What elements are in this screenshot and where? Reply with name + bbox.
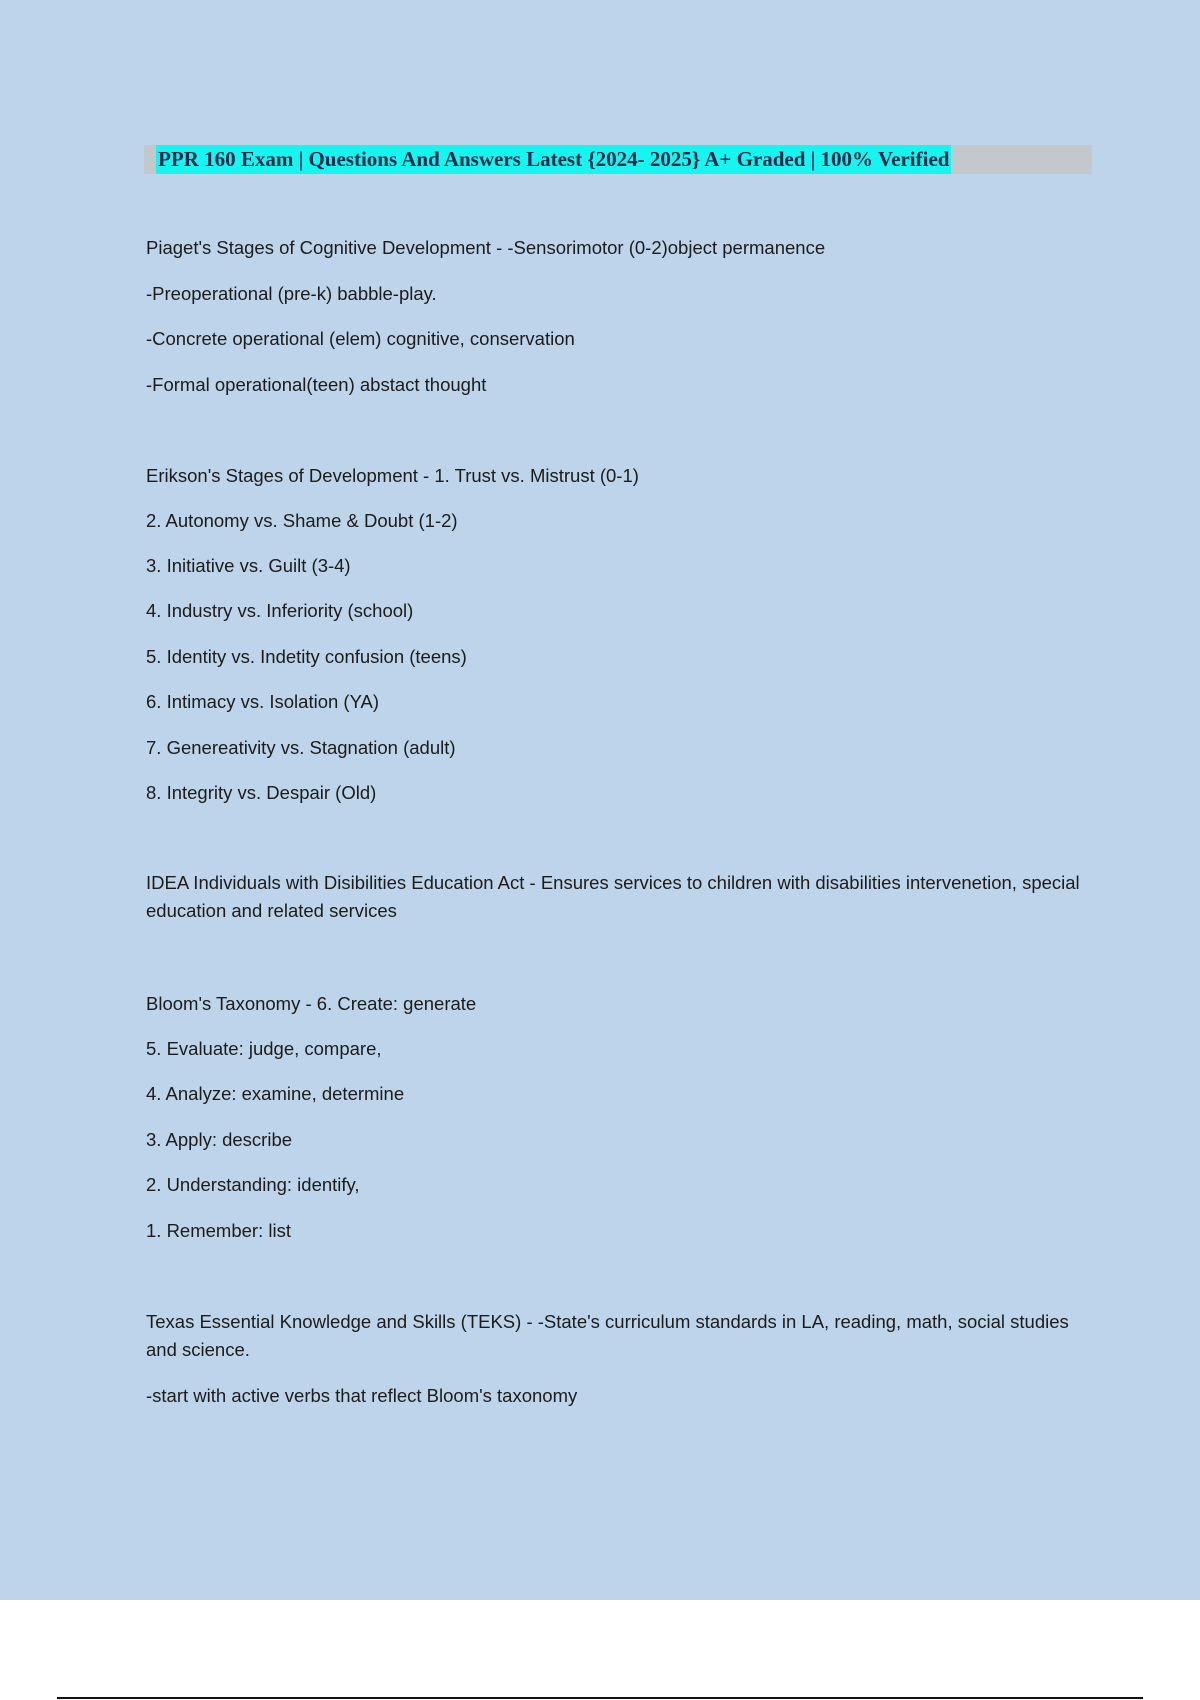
piaget-line-4: -Formal operational(teen) abstact thought	[146, 374, 487, 395]
piaget-line-3: -Concrete operational (elem) cognitive, conservation	[146, 328, 575, 349]
teks-paragraph: Texas Essential Knowledge and Skills (TEKS) - -State's curriculum standards in LA, reading, math, social studies and science.	[146, 1311, 1069, 1360]
footer-rule	[57, 1697, 1143, 1699]
erikson-line-2: 2. Autonomy vs. Shame & Doubt (1-2)	[146, 510, 458, 531]
erikson-line-8: 8. Integrity vs. Despair (Old)	[146, 782, 377, 803]
bloom-line-6: 1. Remember: list	[146, 1220, 291, 1241]
bloom-line-4: 3. Apply: describe	[146, 1129, 293, 1150]
erikson-line-3: 3. Initiative vs. Guilt (3-4)	[146, 555, 351, 576]
erikson-line-5: 5. Identity vs. Indetity confusion (teens)	[146, 646, 467, 667]
erikson-line-1: Erikson's Stages of Development - 1. Trust vs. Mistrust (0-1)	[146, 465, 639, 486]
bloom-line-1: Bloom's Taxonomy - 6. Create: generate	[146, 993, 477, 1014]
bloom-line-3: 4. Analyze: examine, determine	[146, 1083, 405, 1104]
teks-line-2: -start with active verbs that reflect Bloom's taxonomy	[146, 1385, 578, 1406]
piaget-line-2: -Preoperational (pre-k) babble-play.	[146, 283, 437, 304]
bloom-line-2: 5. Evaluate: judge, compare,	[146, 1038, 382, 1059]
document-title: PPR 160 Exam | Questions And Answers Latest {2024- 2025} A+ Graded | 100% Verified	[156, 145, 951, 174]
erikson-line-7: 7. Genereativity vs. Stagnation (adult)	[146, 737, 456, 758]
bloom-line-5: 2. Understanding: identify,	[146, 1174, 360, 1195]
erikson-line-6: 6. Intimacy vs. Isolation (YA)	[146, 691, 380, 712]
idea-paragraph: IDEA Individuals with Disibilities Education Act - Ensures services to children with disabilities intervenetion, special education and related services	[146, 872, 1080, 921]
erikson-line-4: 4. Industry vs. Inferiority (school)	[146, 600, 414, 621]
piaget-line-1: Piaget's Stages of Cognitive Development - -Sensorimotor (0-2)object permanence	[146, 237, 826, 258]
